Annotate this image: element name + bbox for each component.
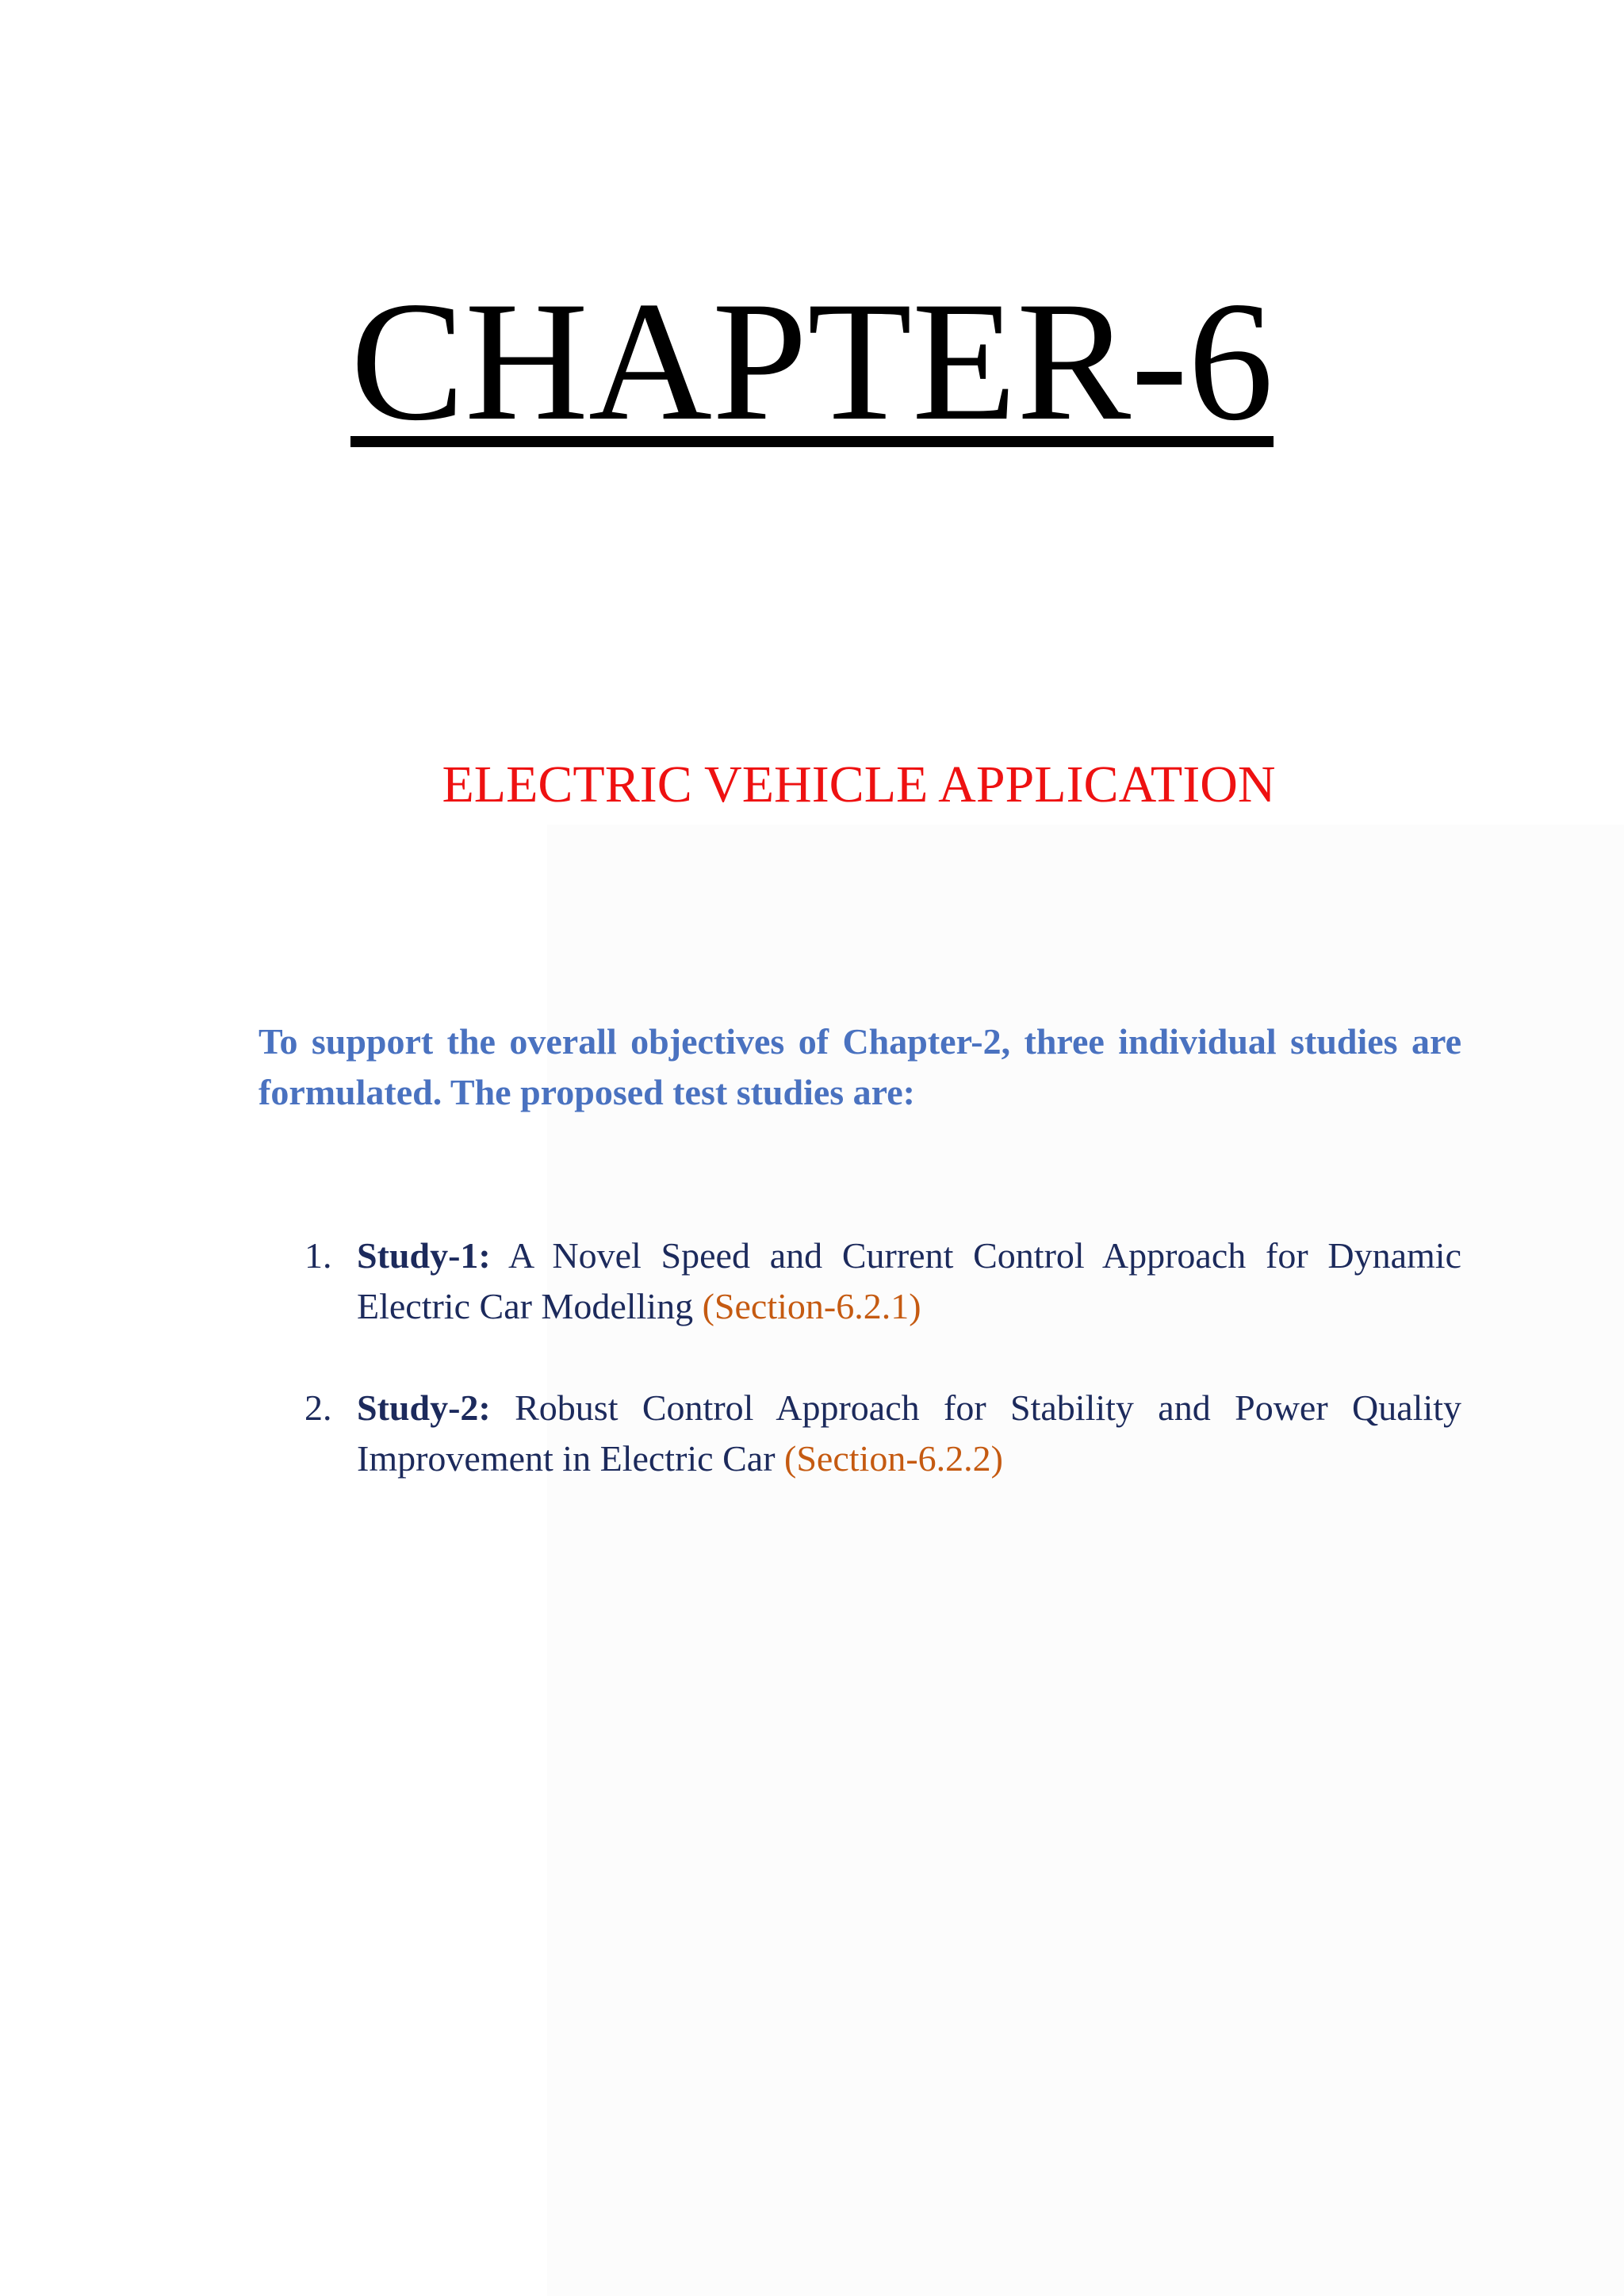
study-item — [301, 1383, 1461, 1484]
study-item — [301, 1230, 1461, 1332]
study-title: Robust Control Approach for Stability and Power Quality Improvement in Electric Car — [357, 1387, 1462, 1479]
chapter-subtitle: ELECTRIC VEHICLE APPLICATION — [442, 756, 1276, 813]
study-list — [301, 1230, 1461, 1535]
study-label: Study-1: — [357, 1235, 491, 1276]
study-title: A Novel Speed and Current Control Approach for Dynamic Electric Car Modelling — [357, 1235, 1462, 1326]
study-number: 2. — [304, 1387, 332, 1428]
study-section-ref: (Section-6.2.1) — [702, 1286, 921, 1326]
chapter-title-text: CHAPTER-6 — [350, 266, 1274, 456]
study-label: Study-2: — [357, 1387, 491, 1428]
study-section-ref: (Section-6.2.2) — [784, 1438, 1003, 1479]
study-number: 1. — [304, 1235, 332, 1276]
chapter-title — [0, 266, 1624, 456]
intro-paragraph: To support the overall objectives of Chapter-2, three individual studies are formulated. The proposed test studies are: — [259, 1021, 1461, 1112]
